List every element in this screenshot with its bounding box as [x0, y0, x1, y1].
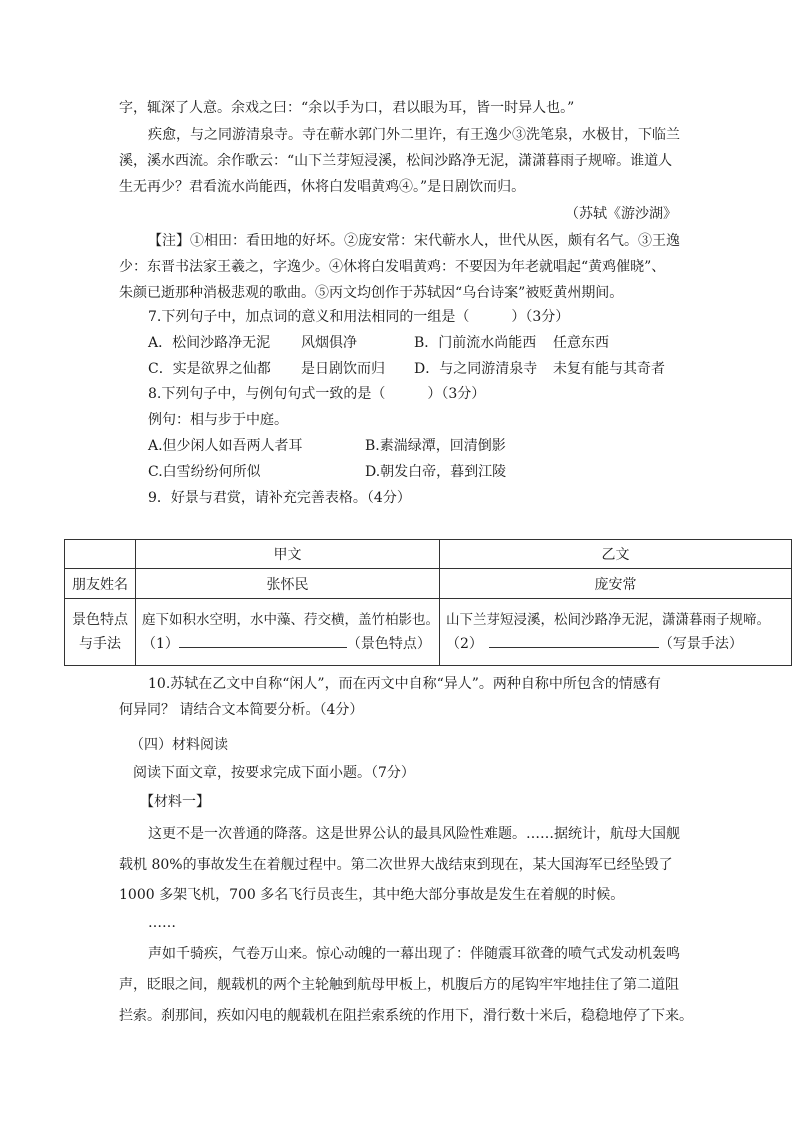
material-ellipsis: …… [148, 915, 176, 931]
q8-option-c: C.白雪纷纷何所似 [148, 464, 261, 480]
material-p1-line-1: 这更不是一次普通的降落。这是世界公认的最具风险性难题。……据统计，航母大国舰 [148, 826, 680, 842]
q9-table [64, 539, 792, 666]
q8-example: 例句：相与步于中庭。 [148, 412, 288, 428]
blank-2-number: （2） [446, 636, 483, 652]
scenery-jia-cell [136, 599, 440, 666]
row-label-scenery [65, 599, 136, 666]
q7-stem: 7.下列句子中，加点词的意义和用法相同的一组是（ ）（3分） [148, 309, 570, 325]
material-p1-line-2: 载机 80%的事故发生在着舰过程中。第二次世界大战结束到现在，某大国海军已经坠毁了 [119, 857, 673, 873]
scenery-jia-text: 庭下如积水空明，水中藻、荇交横，盖竹柏影也。 [142, 612, 439, 628]
q7-option-d: D．与之同游清泉寺 [414, 361, 538, 377]
material-p2-line-2: 声，眨眼之间，舰载机的两个主轮触到航母甲板上，机腹后方的尾钩牢牢地挂住了第二道阻 [119, 977, 679, 993]
q8-option-a: A.但少闲人如吾两人者耳 [148, 438, 303, 454]
scenery-yi-cell [440, 599, 792, 666]
q7-option-d-pair: 未复有能与其奇者 [553, 361, 665, 377]
table-header-yi: 乙文 [440, 540, 792, 569]
passage-line-4: 生无再少？君看流水尚能西，休将白发唱黄鸡④。”是日剧饮而归。 [119, 179, 526, 195]
material-1-label: 【材料一】 [140, 794, 210, 810]
blank-2-hint: （写景手法） [658, 636, 743, 652]
material-p1-line-3: 1000 多架飞机，700 多名飞行员丧生，其中绝大部分事故是发生在着舰的时候。 [119, 887, 625, 903]
passage-line-1: 字，辄深了人意。余戏之曰：“余以手为口，君以眼为耳，皆一时异人也。” [119, 100, 575, 116]
blank-1-number: （1） [142, 636, 179, 652]
passage-line-2: 疾愈，与之同游清泉寺。寺在蕲水郭门外二里许，有王逸少③洗笔泉，水极甘，下临兰 [148, 127, 680, 143]
answer-blank-2[interactable] [489, 633, 659, 648]
row-label-scenery-line1: 景色特点 [72, 612, 128, 628]
q7-option-a: A．松间沙路净无泥 [148, 335, 271, 351]
row-label-friend: 朋友姓名 [65, 569, 136, 599]
q8-option-d: D.朝发白帝，暮到江陵 [365, 464, 507, 480]
friend-jia: 张怀民 [136, 569, 440, 599]
q7-option-b-pair: 任意东西 [553, 335, 609, 351]
q7-option-a-pair: 风烟俱净 [301, 335, 357, 351]
row-label-scenery-line2: 与手法 [79, 636, 121, 652]
q7-option-c: C．实是欲界之仙都 [148, 361, 271, 377]
friend-yi: 庞安常 [440, 569, 792, 599]
q7-option-b: B．门前流水尚能西 [414, 335, 537, 351]
scenery-yi-text: 山下兰芽短浸溪，松间沙路净无泥，潇潇暮雨子规啼。 [446, 612, 770, 628]
q10-line-1: 10.苏轼在乙文中自称“闲人”，而在丙文中自称“异人”。两种自称中所包含的情感有 [148, 676, 661, 692]
notes-line-1: 【注】①相田：看田地的好坏。②庞安常：宋代蕲水人，世代从医，颇有名气。③王逸 [148, 233, 680, 249]
q8-stem: 8.下列句子中，与例句句式一致的是（ ）（3分） [148, 386, 486, 402]
q10-line-2: 何异同？ 请结合文本简要分析。（4分） [119, 702, 364, 718]
material-p2-line-3: 拦索。刹那间，疾如闪电的舰载机在阻拦索系统的作用下，滑行数十米后，稳稳地停了下来。 [119, 1008, 693, 1024]
notes-line-3: 朱颜已逝那种消极悲观的歌曲。⑤丙文均创作于苏轼因“乌台诗案”被贬黄州期间。 [119, 285, 624, 301]
material-p2-line-1: 声如千骑疾，气卷万山来。惊心动魄的一幕出现了：伴随震耳欲聋的喷气式发动机轰鸣 [148, 946, 680, 962]
notes-line-2: 少：东晋书法家王羲之，字逸少。④休将白发唱黄鸡：不要因为年老就唱起“黄鸡催晓”、 [119, 259, 666, 275]
section4-title: （四）材料阅读 [130, 737, 228, 753]
answer-blank-1[interactable] [179, 633, 347, 648]
table-header-jia: 甲文 [136, 540, 440, 569]
q8-option-b: B.素湍绿潭，回清倒影 [365, 438, 506, 454]
passage-line-3: 溪，溪水西流。余作歌云：“山下兰芽短浸溪，松间沙路净无泥，潇潇暮雨子规啼。谁道人 [119, 153, 673, 169]
section4-instruction: 阅读下面文章，按要求完成下面小题。（7分） [133, 765, 415, 781]
q9-stem: 9．好景与君赏，请补充完善表格。（4分） [148, 490, 411, 506]
q7-option-c-pair: 是日剧饮而归 [301, 361, 385, 377]
passage-source: （苏轼《游沙湖》 [565, 206, 677, 222]
table-corner-cell [65, 540, 136, 569]
blank-1-hint: （景色特点） [346, 636, 431, 652]
